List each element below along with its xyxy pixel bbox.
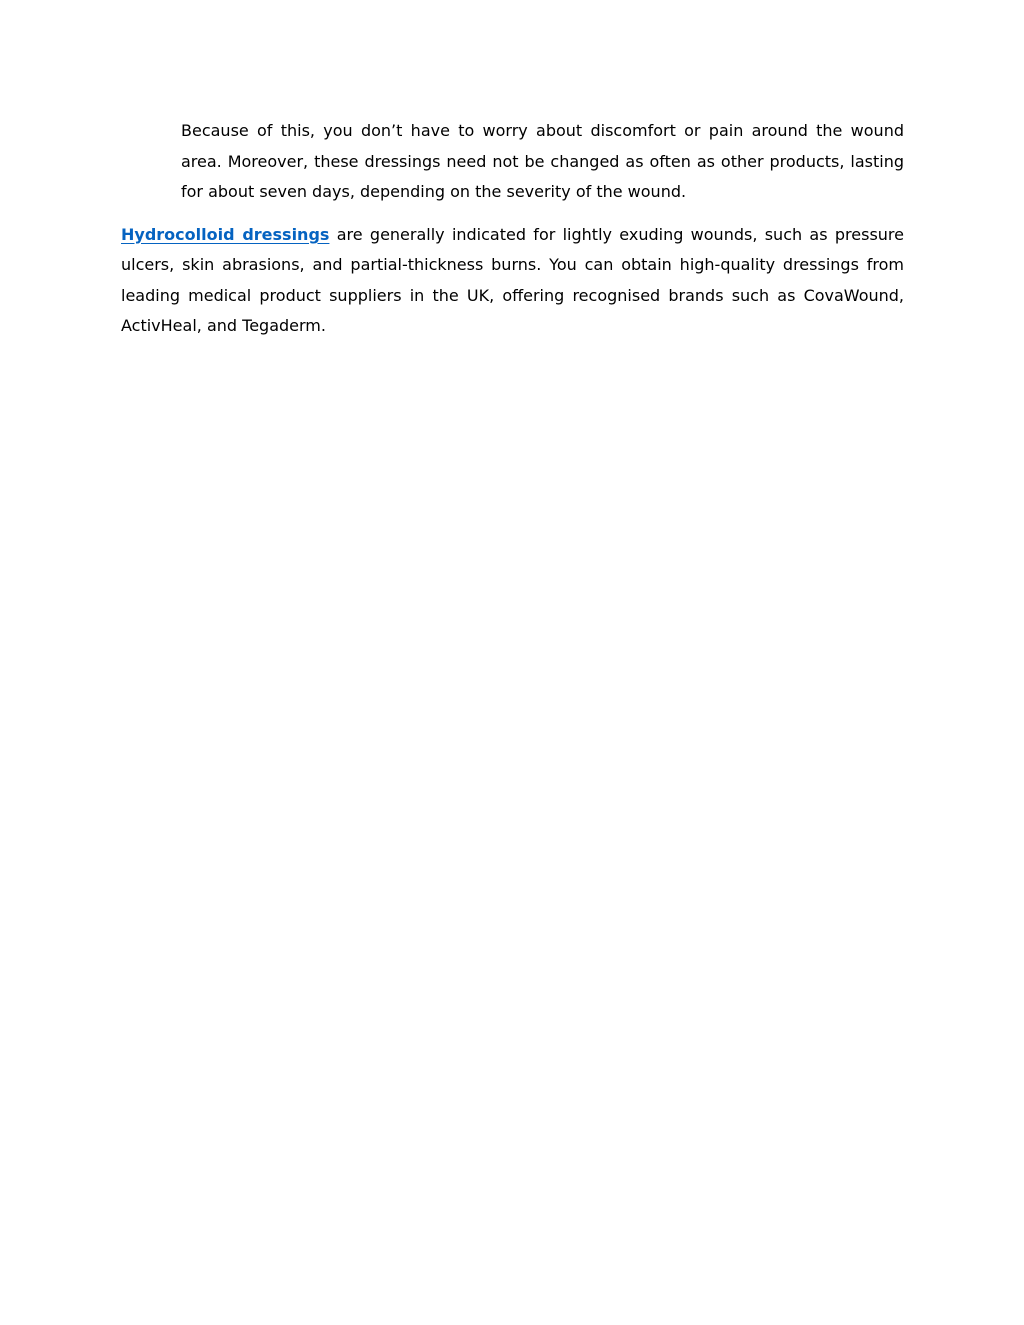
hydrocolloid-dressings-link[interactable]: Hydrocolloid dressings: [121, 224, 330, 244]
indented-paragraph: Because of this, you don’t have to worry about discomfort or pain around the wound area. Moreover, these dressings need not be changed as often as other products, lasting for about seven days, depending on the severity of the wound.: [181, 121, 904, 201]
document-body: [121, 116, 904, 342]
hydrocolloid-paragraph-text: are generally indicated for lightly exuding wounds, such as pressure ulcers, skin abrasions, and partial-thickness burns. You can obtain high-quality dressings from leading medical product suppliers in the UK, offering recognised brands such as CovaWound, ActivHeal, and Tegaderm.: [121, 224, 904, 335]
hydrocolloid-paragraph: [121, 220, 904, 342]
